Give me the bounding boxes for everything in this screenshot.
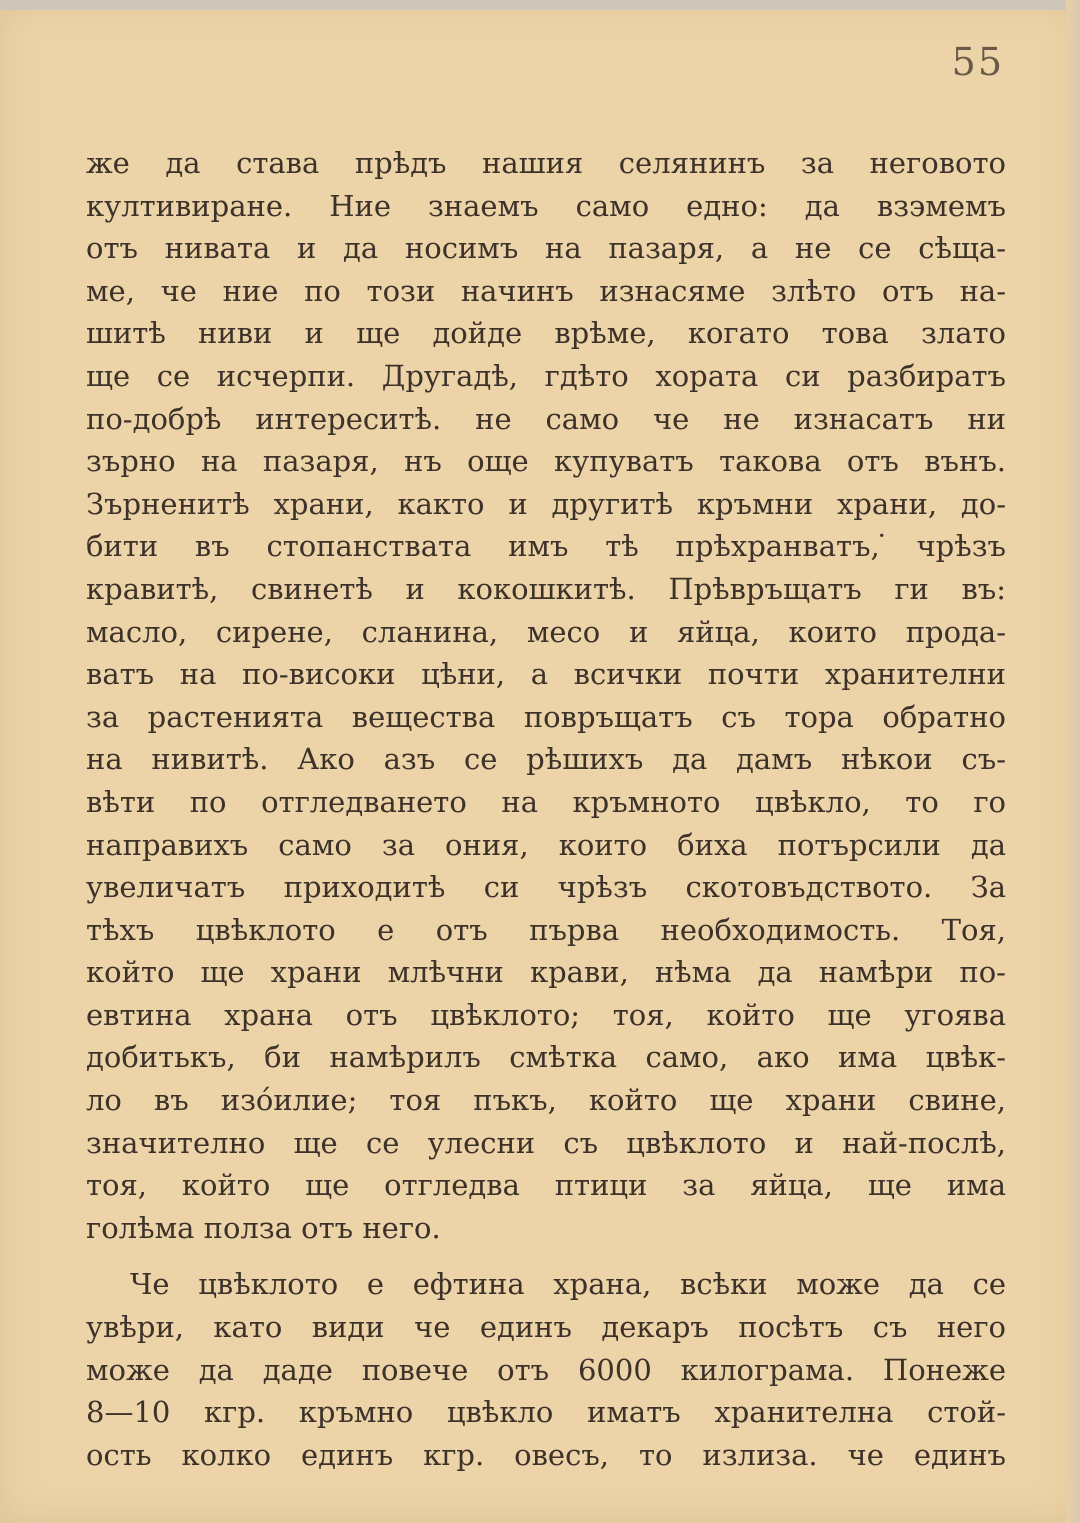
text-line: ость колко единъ кгр. овесъ, то излиза. че единъ [86, 1437, 1006, 1472]
text-line: вѣти по отгледването на кръмното цвѣкло, то го [86, 784, 1006, 819]
text-line: отъ нивата и да носимъ на пазаря, а не се сѣща- [86, 231, 1006, 266]
scan-top-edge [0, 0, 1080, 10]
text-line: ме, че ние по този начинъ изнасяме злѣто отъ на- [86, 273, 1006, 308]
page-number: 55 [951, 40, 1004, 84]
text-line: масло, сирене, сланина, месо и яйца, които прода- [86, 614, 1006, 649]
paragraph-1 [86, 142, 1006, 1249]
text-line: добитькъ, би намѣрилъ смѣтка само, ако има цвѣк- [86, 1040, 1006, 1075]
text-line: който ще храни млѣчни крави, нѣма да намѣри по- [86, 955, 1006, 990]
text-line: ще се исчерпи. Другадѣ, гдѣто хората си разбиратъ [86, 358, 1006, 393]
text-line: тоя, който ще отгледва птици за яйца, ще има [86, 1168, 1006, 1203]
text-line: по-добрѣ интереситѣ. не само че не изнасатъ ни [86, 401, 1006, 436]
text-line: же да става прѣдъ нашия селянинъ за неговото [86, 146, 1006, 180]
scan-right-edge [1066, 0, 1080, 1523]
paragraph-gap [86, 1249, 1006, 1263]
text-line: за растенията вещества повръщатъ съ тора обратно [86, 699, 1006, 734]
text-line: 8—10 кгр. кръмно цвѣкло иматъ хранителна стой- [86, 1395, 1006, 1430]
text-line: Зърненитѣ храни, както и другитѣ кръмни храни, до- [86, 486, 1006, 521]
text-line: увѣри, като види че единъ декаръ посѣтъ съ него [86, 1310, 1006, 1345]
body-text [86, 142, 1006, 1476]
text-line: ло въ изо́илие; тоя пъкъ, който ще храни свине, [86, 1083, 1006, 1118]
text-line: увеличатъ приходитѣ си чрѣзъ скотовъдството. За [86, 870, 1006, 905]
text-line: тѣхъ цвѣклото е отъ първа необходимость. Тоя, [86, 912, 1006, 947]
text-line: Че цвѣклото е ефтина храна, всѣки може да се [130, 1267, 1006, 1302]
text-line: кравитѣ, свинетѣ и кокошкитѣ. Прѣвръщатъ ги въ: [86, 571, 1006, 606]
text-line: направихъ само за ония, които биха потърсили да [86, 827, 1006, 862]
text-line: евтина храна отъ цвѣклото; тоя, който ще угоява [86, 997, 1006, 1032]
text-line: култивиране. Ние знаемъ само едно: да взэмемъ [86, 188, 1006, 223]
paragraph-2 [86, 1263, 1006, 1476]
text-line: на нивитѣ. Ако азъ се рѣшихъ да дамъ нѣкои съ- [86, 742, 1006, 777]
text-line: значително ще се улесни съ цвѣклото и най-послѣ, [86, 1125, 1006, 1160]
text-line: ватъ на по-високи цѣни, а всички почти хранителни [86, 657, 1006, 692]
text-line: шитѣ ниви и ще дойде врѣме, когато това злато [86, 316, 1006, 351]
text-line: голѣма полза отъ него. [86, 1210, 441, 1245]
text-line: зърно на пазаря, нъ още купуватъ такова отъ вънъ. [86, 444, 1006, 479]
text-line: бити въ стопанствата имъ тѣ прѣхранватъ, ̇чрѣзъ [86, 529, 1006, 564]
text-line: може да даде повече отъ 6000 килограма. Понеже [86, 1352, 1006, 1387]
